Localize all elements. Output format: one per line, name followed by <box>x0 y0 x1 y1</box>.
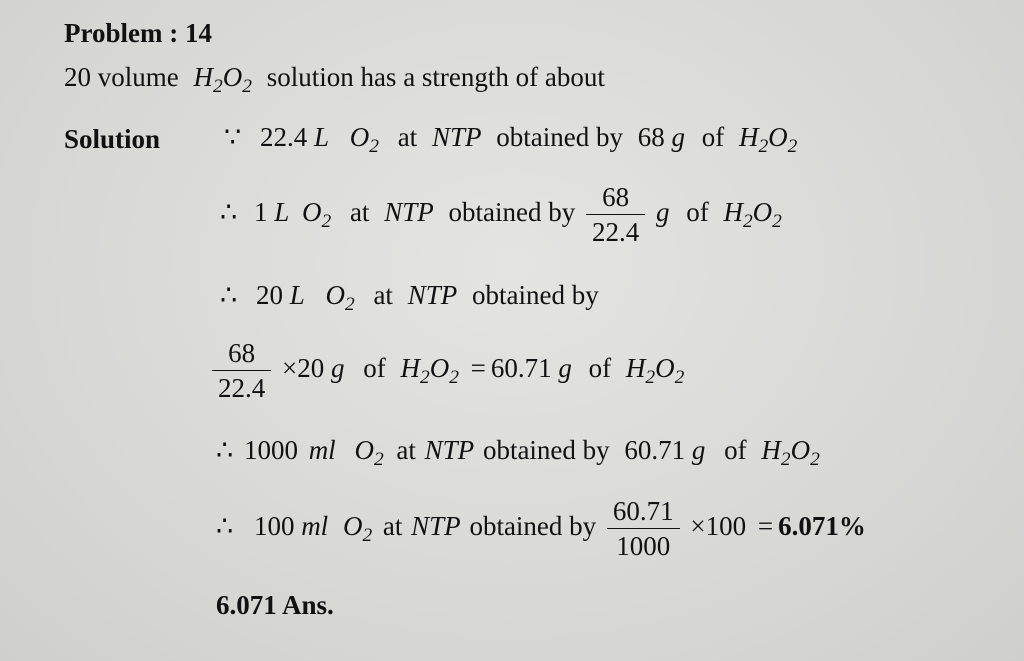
of-text: of <box>588 353 612 384</box>
ntp-text: NTP <box>384 197 434 228</box>
therefore-symbol: ∴ <box>216 511 234 542</box>
solution-line-6 <box>216 498 866 560</box>
volume-value: 100 <box>253 511 295 542</box>
therefore-symbol: ∴ <box>216 435 234 465</box>
problem-statement <box>64 62 605 98</box>
statement-prefix: 20 volume <box>64 62 179 92</box>
at-text: at <box>349 197 370 228</box>
obtained-by-text: obtained by <box>448 197 576 228</box>
ntp-text: NTP <box>411 511 461 542</box>
o2-formula: $O_2$ <box>349 122 379 158</box>
obtained-by-text: obtained by <box>471 280 599 310</box>
obtained-by-text: obtained by <box>496 122 623 152</box>
volume-unit: L <box>313 122 329 152</box>
fraction-denominator: 22.4 <box>591 217 640 247</box>
of-text: of <box>701 122 725 152</box>
h2o2-formula: $H_2O_2$ <box>193 62 252 98</box>
therefore-symbol: ∴ <box>220 197 238 228</box>
mass-unit: g <box>655 197 670 228</box>
equals-sign: = <box>470 353 486 384</box>
therefore-symbol: ∴ <box>220 280 238 310</box>
multiplier: ×20 <box>282 353 325 384</box>
solution-line-5 <box>216 435 820 471</box>
of-text: of <box>724 435 747 465</box>
mass-value: 68 <box>637 122 665 152</box>
volume-unit: L <box>289 280 305 310</box>
obtained-by-text: obtained by <box>482 435 610 465</box>
solution-line-2 <box>220 184 782 246</box>
o2-formula: $O_2$ <box>342 511 373 547</box>
solution-label: Solution <box>64 124 161 154</box>
mass-value: 60.71 <box>624 435 686 465</box>
fraction-denominator: 1000 <box>616 531 671 561</box>
multiplier: ×100 <box>690 511 747 542</box>
fraction-numerator: 60.71 <box>607 498 680 529</box>
h2o2-formula: $H_2O_2$ <box>625 353 685 389</box>
volume-value: 1000 <box>243 435 298 465</box>
o2-formula: $O_2$ <box>301 197 332 233</box>
fraction <box>212 340 271 402</box>
at-text: at <box>397 122 418 152</box>
mass-unit: g <box>691 435 706 465</box>
result-value: 6.071% <box>778 511 866 542</box>
at-text: at <box>373 280 393 310</box>
statement-suffix: solution has a strength of about <box>266 62 605 92</box>
volume-unit: ml <box>308 435 336 465</box>
volume-value: 1 <box>253 197 268 228</box>
fraction-numerator: 68 <box>212 340 271 371</box>
mass-unit: g <box>671 122 685 152</box>
solution-line-3 <box>220 280 599 316</box>
volume-value: 20 <box>255 280 283 310</box>
problem-label: Problem : 14 <box>64 18 212 48</box>
ntp-text: NTP <box>424 435 475 465</box>
volume-unit: L <box>274 197 290 228</box>
h2o2-formula: $H_2O_2$ <box>723 197 782 233</box>
obtained-by-text: obtained by <box>469 511 597 542</box>
volume-value: 22.4 <box>259 122 308 152</box>
of-text: of <box>363 353 386 384</box>
ntp-text: NTP <box>407 280 458 310</box>
fraction <box>607 498 680 560</box>
volume-unit: ml <box>301 511 329 542</box>
h2o2-formula: $H_2O_2$ <box>738 122 798 158</box>
h2o2-formula: $H_2O_2$ <box>761 435 820 471</box>
mass-unit: g <box>330 353 345 384</box>
fraction-numerator: 68 <box>586 184 645 215</box>
of-text: of <box>686 197 709 228</box>
result-unit: g <box>558 353 572 384</box>
h2o2-formula: $H_2O_2$ <box>400 353 459 389</box>
answer-text: 6.071 Ans. <box>216 590 334 620</box>
equals-sign: = <box>757 511 774 542</box>
because-symbol: ∵ <box>224 122 242 152</box>
fraction-denominator: 22.4 <box>218 373 266 403</box>
solution-line-1 <box>224 122 798 158</box>
solution-line-4 <box>212 340 684 402</box>
result-value: 60.71 <box>490 353 552 384</box>
o2-formula: $O_2$ <box>354 435 384 471</box>
at-text: at <box>382 511 403 542</box>
fraction <box>586 184 645 246</box>
ntp-text: NTP <box>431 122 482 152</box>
at-text: at <box>396 435 416 465</box>
o2-formula: $O_2$ <box>325 280 355 316</box>
